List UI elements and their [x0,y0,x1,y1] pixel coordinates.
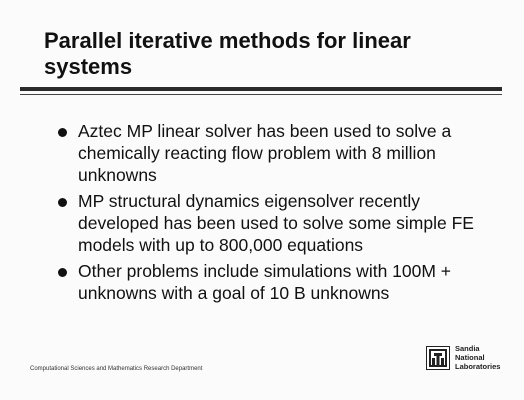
slide-title: Parallel iterative methods for linear systems [44,28,411,79]
title-divider-thick [20,87,502,91]
logo-line: Sandia [455,344,480,353]
sandia-logo-icon [426,346,450,370]
logo-line: National [455,353,485,362]
bullet-dot-icon [58,128,67,137]
title-divider-thin [20,94,502,95]
bullet-item [58,260,498,304]
bullet-text: Aztec MP linear solver has been used to solve a chemically reacting flow problem with 8 million unknowns [78,121,452,185]
sandia-logo [426,344,520,378]
bullet-list [58,120,498,308]
bullet-dot-icon [58,268,67,277]
bullet-item [58,190,498,256]
logo-line: Laboratories [455,362,501,371]
footer-department: Computational Sciences and Mathematics Research Department [30,366,203,372]
bullet-text: Other problems include simulations with 100M + unknowns with a goal of 10 B unknowns [78,261,452,303]
sandia-logo-text [455,344,500,371]
bullet-text: MP structural dynamics eigensolver recently developed has been used to solve some simple FE models with up to 800,000 equations [78,191,474,255]
bullet-item [58,120,498,186]
bullet-dot-icon [58,198,67,207]
